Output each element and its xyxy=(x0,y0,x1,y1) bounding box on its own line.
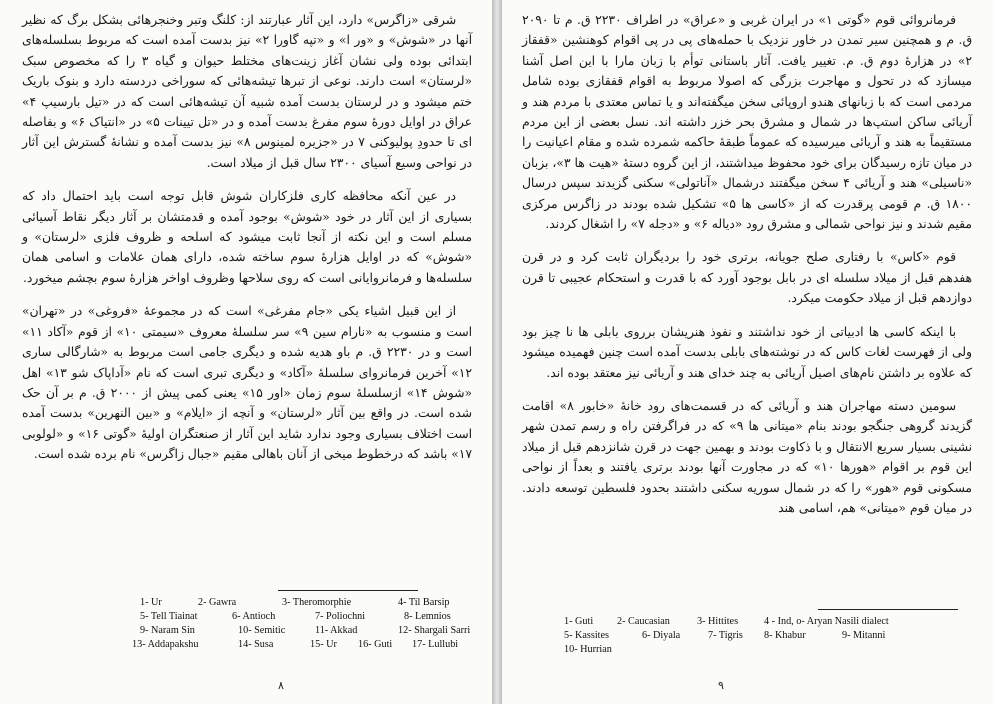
footnote: 6- Antioch xyxy=(232,611,276,622)
footnote: 11- Akkad xyxy=(315,625,358,636)
paragraph: از این قبیل اشیاء یکی «جام مفرغی» است که در مجموعهٔ «فروغی» در «تهران» است و منسوب به «نارام سین ۹» سر سلسلهٔ معروف «سیمتی ۱۰» از قوم «آکاد ۱۱» است و در ۲۲۳۰ ق. م باو هدیه شده و دیگری جامی است مربوط به «شارگالی ساری ۱۲» آخرین فرمانروای سلسلهٔ «آکاد» و دیگری تبری است که نام «آداپاک شو ۱۳» اهل «شوش ۱۴» ازسلسلهٔ سوم زمان «اور ۱۵» یعنی کمی پیش از ۲۰۰۰ ق. م بر آن حک شده است. در واقع بین آثار «لرستان» و آنچه از «ایلام» و «بین النهرین» بدست آمده است اختلاف بسیاری وجود ندارد شاید این آثار از صنعتگران اولیهٔ «گوتی ۱۶» و «لولوبی ۱۷» باشد که درخطوط میخی از آنان باهالی مقیم «جبال زاگرس» نام برده شده است. xyxy=(22,304,473,462)
right-page-body xyxy=(522,10,972,531)
footnote: 12- Shargali Sarri xyxy=(398,625,471,636)
footnote: 9- Naram Sin xyxy=(140,625,195,636)
right-page xyxy=(502,0,994,704)
paragraph: قوم «کاس» با رفتاری صلح جویانه، برتری خود را بردیگران ثابت کرد و در قرن هفدهم قبل از میلاد سلسله ای در بابل بوجود آورد که با قدرت و استحکام عجیبی تا قرن دوازدهم قبل از میلاد حکومت میکرد. xyxy=(522,250,972,306)
footnote: 9- Mitanni xyxy=(842,630,886,641)
footnote: 3- Theromorphie xyxy=(282,597,352,608)
left-page-body xyxy=(22,10,472,478)
footnote: 10- Semitic xyxy=(238,625,286,636)
footnote: 7- Tigris xyxy=(708,630,743,641)
paragraph: در عین آنکه محافظه کاری فلزکاران شوش قابل توجه است باید احتمال داد که بسیاری از این آثار در خود «شوش» بوجود آمده و قدمتشان بر آثار دیگر نقاط آسیائی مسلم است و این نکته از آنجا ثابت میشود که اسلحه و ظروف فلزی «لرستان» و «شوش» که در اوایل هزارهٔ سوم ساخته شده، دارای همان علامات و اسامی همان سلسله‌ها و فرمانروایانی است که روی سلاحها وظروف اواخر هزارهٔ سوم بچشم میخورد. xyxy=(22,189,472,285)
footnote-rule xyxy=(818,609,958,610)
left-page xyxy=(0,0,492,704)
paragraph: با اینکه کاسی ها ادبیاتی از خود نداشتند و نفوذ هنریشان برروی بابلی ها نا چیز بود ولی از فهرست لغات کاس که در نوشته‌های بابلی بدست آمده است چنین فهمیده میشود که علاوه بر داشتن نام‌های اصیل آریائی به چند خدای هند و آریائی نیز معتقد بوده اند. xyxy=(522,324,972,380)
footnotes xyxy=(0,596,492,656)
footnote: 10- Hurrian xyxy=(564,644,612,655)
book-gutter xyxy=(492,0,502,704)
footnote: 2- Caucasian xyxy=(617,616,670,627)
footnote: 17- Lullubi xyxy=(412,639,459,650)
footnote: 1- Guti xyxy=(564,616,594,627)
footnote: 4- Til Barsip xyxy=(398,597,450,608)
footnote: 4 - Ind, o- Aryan Nasili dialect xyxy=(764,616,889,627)
paragraph: شرقی «زاگرس» دارد، این آثار عبارتند از: کلنگ وتبر وخنجرهائی بشکل برگ که نظیر آنها در «شوش» و «ور ا» و «تپه گاورا ۲» نیز بدست آمده است که مربوط بسلسله‌های ابتدائی بوده ولی نشان آغاز زینت‌های مختلط حیوان و گیاه ۳ را که مخصوص سبک «لرستان» است دارند. نوعی از تبرها تیشه‌هائی که سوراخی دردسته دارد و بنوک باریک ختم میشود و در لرستان بدست آمده شبیه آن تیشه‌هائی است که در «تیل بارسیپ ۴» عراق در اوایل دورهٔ سوم مفرغ بدست آمده و در «تل تیینات ۵» در «انتیاک ۶» و بفاصله ای تا حدودِ پولیوکنی ۷ در «جزیره لمینوس ۸» نیز بدست آمده و نشانهٔ گسترش این آثار در نواحی وسیع آسیای ۲۳۰۰ سال قبل از میلاد است. xyxy=(22,13,473,170)
footnote: 7- Poliochni xyxy=(315,611,366,622)
footnote: 15- Ur xyxy=(310,639,337,650)
footnote: 8- Lemnios xyxy=(404,611,451,622)
footnote: 16- Guti xyxy=(358,639,393,650)
paragraph: سومین دسته مهاجران هند و آریائی که در قسمت‌های رود خانهٔ «خابور ۸» اقامت گزیدند گروهی جنگجو بودند بنام «میتانی ها ۹» که در فراگرفتن راه و رسم تمدن شهر نشینی بسیار سریع الانتقال و با ذکاوت بودند و بهمین جهت در قرن شانزدهم قبل از میلاد این قوم بر اقوام «هورها ۱۰» که در مجاورت آنها بودند برتری یافتند و بعداً از نواحی مسکونی قوم «هور» را که در شمال سوریه سکنی داشتند بحدود فلسطین توسعه دادند. در میان قوم «میتانی» هم، اسامی هند xyxy=(522,398,973,515)
footnote: 6- Diyala xyxy=(642,630,681,641)
footnote: 5- Kassites xyxy=(564,630,609,641)
footnote: 5- Tell Tiainat xyxy=(140,611,198,622)
footnote: 1- Ur xyxy=(140,597,162,608)
page-number: ۸ xyxy=(278,679,284,692)
footnote: 13- Addapakshu xyxy=(132,639,199,650)
footnote-rule xyxy=(278,590,418,591)
footnote: 3- Hittites xyxy=(697,616,739,627)
footnote: 2- Gawra xyxy=(198,597,237,608)
footnote: 8- Khabur xyxy=(764,630,806,641)
footnote: 14- Susa xyxy=(238,639,274,650)
paragraph: فرمانروائی قوم «گوتی ۱» در ایران غربی و «عراق» در اطراف ۲۲۳۰ ق. م تا ۲۰۹۰ ق. م و همچنین سیر تمدن در خاور نزدیک با حمله‌های پی در پی اقوام کوهنشین «قفقاز ۲» در هزارهٔ دوم ق. م. تغییر یافت. آثار باستانی توأم با زبان مارا با این اصل آشنا میسازد که در تحول و مهاجرت بزرگی که اصولا مربوط به اقوام قفقازی بوده شامل مردمی است که با زبانهای هندو اروپائی سخن میگفته‌اند و یا تماس معتدی با مردم هند و آریائی ساکن استپ‌ها در شمال و مشرق بحر خزر داشته اند. نسل بعضی از این مردم مستقیماً به هند و آریائی میرسیده که عموماً طبقهٔ حاکمه شمرده شده و مقام اعیانیت را در میان تازه رسیدگان برای خود محفوظ میداشتند، از این گروه دستهٔ «هیت ها ۳»، بزبان «ناسیلی» هند و آریائی ۴ سخن میگفتند درشمال «آناتولی» سکنی گزیدند سپس درسال ۱۸۰۰ ق. م قومی پرقدرت که از «کاسی ها ۵» تشکیل شده بودند در زاگرس مرکزی مقیم شدند و نیز نواحی شمالی و مشرق رود «دیاله ۶» و «دجله ۷» را اشغال کردند. xyxy=(522,13,972,232)
footnotes xyxy=(502,615,994,665)
page-number: ۹ xyxy=(718,679,724,692)
